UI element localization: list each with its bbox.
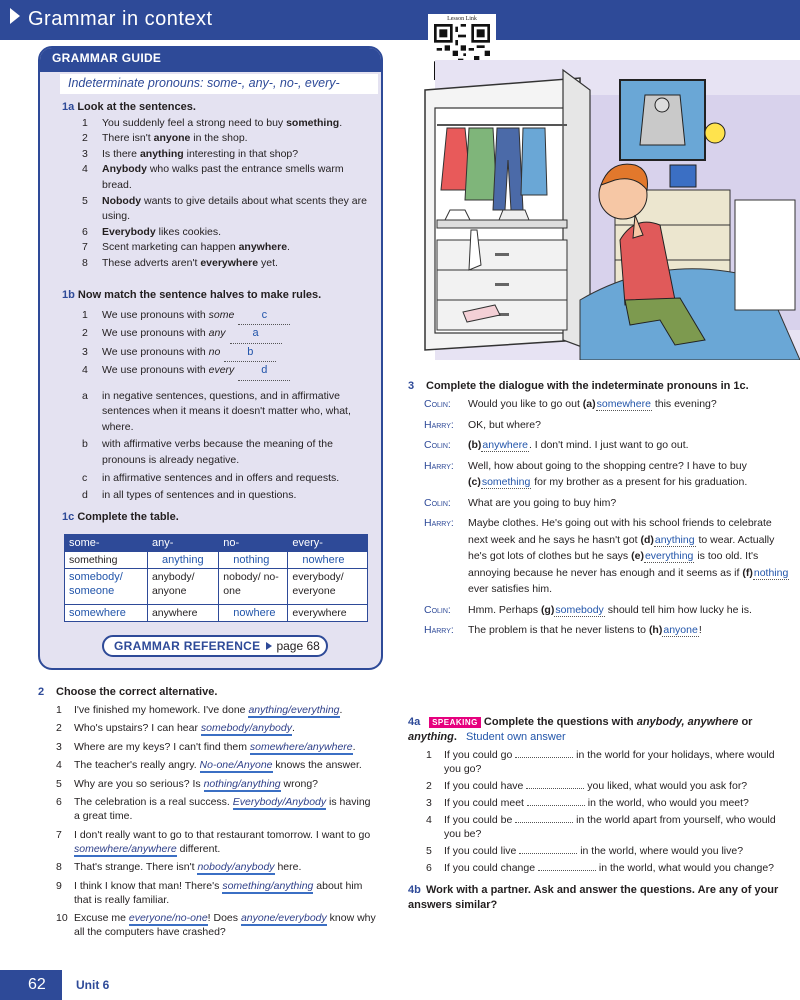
item-number: 2 xyxy=(56,722,62,734)
item-text: you liked, what would you ask for? xyxy=(584,780,748,792)
item-number: 3 xyxy=(82,147,88,160)
item-number: 10 xyxy=(56,912,68,924)
item-text: That's strange. There isn't xyxy=(74,861,198,873)
answer-blank[interactable]: d xyxy=(238,362,290,381)
item-text: in the world apart from yourself, who would you be? xyxy=(444,814,776,840)
answer-blank[interactable]: b xyxy=(224,344,276,363)
rule-item xyxy=(62,488,372,504)
choice-option[interactable]: No-one/Anyone xyxy=(199,759,273,771)
choice-option[interactable]: anything/everything xyxy=(248,703,340,716)
line-text: Well, how about going to the shopping centre? I have to buy xyxy=(468,459,747,472)
section-title-text: Grammar in context xyxy=(28,8,213,30)
list-item xyxy=(408,813,793,841)
answer-blank[interactable] xyxy=(527,805,585,806)
list-item xyxy=(62,131,372,147)
item-text: I've finished my homework. I've done xyxy=(74,703,249,716)
table-cell: something xyxy=(65,552,148,569)
dialogue-line xyxy=(408,495,793,512)
dialogue-line xyxy=(408,515,793,598)
exercise-4a-heading: 4a SPEAKING Complete the questions with anybody, anywhere or anything. Student own answer xyxy=(408,716,753,743)
speaker-name: Colin: xyxy=(424,398,451,410)
item-text: I don't really want to go to that restaurant tomorrow. I want to go xyxy=(74,828,371,841)
item-text: There isn't xyxy=(102,132,154,145)
table-cell: everybody/ everyone xyxy=(288,569,368,605)
answer-blank[interactable]: nothing xyxy=(753,566,789,579)
item-text: These adverts aren't xyxy=(102,256,201,269)
item-bold-pronoun: Nobody xyxy=(102,194,142,207)
item-number: 8 xyxy=(82,256,88,269)
item-number: 3 xyxy=(82,345,88,358)
list-item xyxy=(38,703,378,717)
answer-blank[interactable] xyxy=(538,870,596,871)
speaker-name: Harry: xyxy=(424,624,454,636)
item-text: wants to give details about what scents they are using. xyxy=(102,194,367,223)
table-cell-answer[interactable]: somewhere xyxy=(65,605,148,622)
item-number: 1 xyxy=(426,749,432,761)
list-item xyxy=(408,861,793,875)
item-text: different. xyxy=(176,842,221,855)
item-text: yet. xyxy=(258,256,278,269)
item-text: here. xyxy=(274,861,302,873)
exercise-1a-heading: 1a Look at the sentences. xyxy=(62,101,196,113)
item-number: 1 xyxy=(82,308,88,321)
line-text: Hmm. Perhaps xyxy=(468,603,541,616)
answer-blank[interactable]: anywhere xyxy=(482,439,528,451)
item-number: 6 xyxy=(56,796,62,808)
item-text: If you could live xyxy=(444,845,520,857)
choice-option[interactable]: nothing/anything xyxy=(203,777,281,790)
item-word: some xyxy=(208,308,235,321)
item-number: 5 xyxy=(56,777,62,790)
answer-blank[interactable]: somewhere xyxy=(596,398,651,410)
table-row xyxy=(65,605,368,622)
item-text: in the world for your holidays, where would you go? xyxy=(444,749,775,775)
item-number: 2 xyxy=(426,780,432,792)
table-cell-answer[interactable]: anything xyxy=(147,552,218,569)
item-bold-pronoun: anyone xyxy=(153,132,191,145)
speaker-name: Harry: xyxy=(424,517,454,529)
list-item xyxy=(38,828,378,856)
list-item xyxy=(38,721,378,735)
item-number: 4 xyxy=(82,364,88,377)
page-footer xyxy=(0,970,800,1000)
pronoun-table xyxy=(64,534,368,622)
answer-blank[interactable] xyxy=(515,822,573,823)
dialogue-line xyxy=(408,396,793,413)
grammar-guide-subtitle: Indeterminate pronouns: some-, any-, no-, every- xyxy=(60,74,378,94)
answer-blank[interactable]: anyone xyxy=(663,624,698,636)
list-item xyxy=(62,362,372,381)
item-text: in the world, where would you live? xyxy=(577,845,744,857)
item-number: 8 xyxy=(56,861,62,873)
exercise-3-heading: 3 Complete the dialogue with the indeterminate pronouns in 1c. xyxy=(408,380,749,392)
line-text: for my brother as a present for his graduation. xyxy=(531,476,748,488)
item-bold-pronoun: anything xyxy=(139,147,184,160)
exercise-1b-list xyxy=(62,307,372,381)
answer-blank[interactable]: everything xyxy=(644,550,694,562)
item-number: 3 xyxy=(56,740,62,753)
arrow-right-icon xyxy=(266,642,272,650)
answer-blank[interactable] xyxy=(519,853,577,854)
list-item xyxy=(62,325,372,344)
item-text: Is there xyxy=(102,147,140,160)
item-text: . xyxy=(291,722,295,734)
item-bold-pronoun: Anybody xyxy=(102,163,147,176)
grammar-reference-link[interactable]: GRAMMAR REFERENCE page 68 xyxy=(102,635,328,657)
qr-label: Lesson Link xyxy=(447,16,477,22)
item-number: 7 xyxy=(56,828,62,841)
table-cell-answer[interactable]: nothing xyxy=(219,552,288,569)
item-text: If you could be xyxy=(444,814,516,826)
blank-label: (g) xyxy=(540,603,555,616)
exercise-2-heading: 2 Choose the correct alternative. xyxy=(38,686,218,698)
list-item xyxy=(62,256,372,272)
exercise-1a xyxy=(62,100,372,272)
item-text: knows the answer. xyxy=(272,759,362,771)
exercise-1a-list xyxy=(62,116,372,272)
item-text: in the shop. xyxy=(190,132,248,145)
blank-label: (b) xyxy=(468,439,482,451)
line-text: Would you like to go out xyxy=(468,398,583,410)
item-text: in the world, who would you meet? xyxy=(584,797,749,809)
answer-blank[interactable]: c xyxy=(238,307,290,326)
list-item xyxy=(38,860,378,874)
item-number: 4 xyxy=(56,759,62,771)
blank-label: (h) xyxy=(648,624,663,636)
choice-option[interactable]: somewhere/anywhere xyxy=(249,740,353,753)
exercise-4b-heading: 4b Work with a partner. Ask and answer the questions. Are any of your answers similar? xyxy=(408,884,779,911)
list-item xyxy=(62,307,372,326)
answer-blank[interactable]: a xyxy=(230,325,282,344)
exercise-1b-rules xyxy=(62,389,372,504)
unit-label: Unit 6 xyxy=(76,978,110,992)
dialogue-line xyxy=(408,417,793,434)
page-header xyxy=(0,0,800,40)
item-number: 4 xyxy=(426,814,432,826)
item-word: no xyxy=(208,345,221,358)
choice-option[interactable]: somebody/anybody xyxy=(200,722,292,734)
table-cell: everywhere xyxy=(288,605,368,622)
item-text: in the world, what would you change? xyxy=(595,862,775,874)
line-text: this evening? xyxy=(651,398,717,410)
item-number: 1 xyxy=(82,116,88,129)
answer-blank[interactable] xyxy=(526,788,584,789)
item-number: 5 xyxy=(82,194,88,207)
blank-label: (a) xyxy=(582,398,596,410)
item-text: who walks past the entrance smells warm bread. xyxy=(102,163,344,191)
item-number: 7 xyxy=(82,241,88,254)
rule-text: in negative sentences, questions, and in affirmative sentences when it means it doesn't matter who, what, where. xyxy=(102,389,351,433)
item-text: If you could have xyxy=(444,780,527,792)
table-row xyxy=(65,552,368,569)
grammar-guide-panel xyxy=(38,46,383,670)
rule-text: in all types of sentences and in questions. xyxy=(102,489,297,502)
exercise-1b xyxy=(62,288,372,504)
item-text: If you could meet xyxy=(444,797,527,809)
list-item xyxy=(38,740,378,754)
list-item xyxy=(408,779,793,793)
speaker-name: Harry: xyxy=(424,459,454,472)
grammar-guide-title: GRAMMAR GUIDE xyxy=(40,48,381,72)
list-item xyxy=(38,777,378,791)
list-item xyxy=(408,796,793,810)
item-number: 1 xyxy=(56,703,62,716)
item-bold-pronoun: anywhere xyxy=(238,241,288,254)
item-text: likes cookies. xyxy=(155,225,222,238)
table-cell-answer[interactable]: somebody/ someone xyxy=(65,569,148,605)
line-text: Maybe clothes. He's going out with his school friends to celebrate next week and he says he hasn't got xyxy=(468,517,772,546)
item-number: 4 xyxy=(82,163,88,176)
rule-letter: c xyxy=(82,471,88,484)
list-item xyxy=(62,147,372,163)
handwritten-note: Student own answer xyxy=(465,731,566,743)
table-header: no- xyxy=(219,535,288,552)
list-item xyxy=(62,194,372,225)
list-item xyxy=(38,879,378,907)
exercise-4a-list xyxy=(408,748,793,875)
line-text: is too old. It's annoying because he never has enough and it seems as if xyxy=(468,550,759,579)
list-item xyxy=(62,162,372,193)
bedroom-illustration xyxy=(405,50,800,360)
list-item xyxy=(62,116,372,132)
table-header: every- xyxy=(288,535,368,552)
item-number: 2 xyxy=(82,327,88,340)
blank-label: (e) xyxy=(631,550,644,562)
speaking-badge: SPEAKING xyxy=(429,717,481,728)
item-text: Why are you so serious? Is xyxy=(74,777,204,790)
exercise-1c-heading: 1c Complete the table. xyxy=(62,511,179,523)
dialogue-line xyxy=(408,602,793,619)
item-bold-pronoun: Everybody xyxy=(102,225,156,238)
item-text: The teacher's really angry. xyxy=(74,759,200,771)
exercise-2-list xyxy=(38,703,378,940)
item-text: If you could change xyxy=(444,862,538,874)
line-text: . I don't mind. I just want to go out. xyxy=(528,439,689,451)
choice-option[interactable]: something/anything xyxy=(222,879,314,892)
item-text: . xyxy=(339,703,343,716)
line-text: to wear. Actually he's got lots of clothes but he says xyxy=(468,533,775,562)
item-text: ! Does xyxy=(207,912,241,924)
item-text: . xyxy=(352,740,356,753)
dialogue-line xyxy=(408,437,793,454)
item-number: 5 xyxy=(426,845,432,857)
list-item xyxy=(62,240,372,256)
table-header: any- xyxy=(147,535,218,552)
rule-item xyxy=(62,389,372,436)
line-text: ! xyxy=(698,624,702,636)
list-item xyxy=(38,911,378,939)
item-word: any xyxy=(208,327,226,340)
exercise-2 xyxy=(38,686,378,939)
list-item xyxy=(62,225,372,241)
rule-item xyxy=(62,437,372,468)
page-number: 62 xyxy=(0,970,62,1000)
exercise-1b-heading: 1b Now match the sentence halves to make rules. xyxy=(62,289,322,301)
item-text: Scent marketing can happen xyxy=(102,241,239,254)
triangle-icon xyxy=(10,8,20,24)
item-text: about him that is really familiar. xyxy=(74,879,363,906)
exercise-4 xyxy=(408,715,793,913)
table-row xyxy=(65,569,368,605)
item-number: 3 xyxy=(426,797,432,809)
item-number: 9 xyxy=(56,879,62,892)
speaker-name: Colin: xyxy=(424,496,451,509)
item-text: know why all the computers have crashed? xyxy=(74,912,376,938)
choice-option[interactable]: nobody/anybody xyxy=(197,861,275,873)
item-text: We use pronouns with xyxy=(102,364,209,377)
item-text: You suddenly feel a strong need to buy xyxy=(102,116,287,129)
list-item xyxy=(408,748,793,776)
table-cell: anybody/ anyone xyxy=(147,569,218,605)
item-text: We use pronouns with xyxy=(102,345,209,358)
item-text: I think I know that man! There's xyxy=(74,879,223,892)
dialogue-line xyxy=(408,622,793,639)
line-text: ever satisfies him. xyxy=(468,583,553,595)
item-text: We use pronouns with xyxy=(102,308,209,321)
line-text: OK, but where? xyxy=(468,418,541,431)
item-text: If you could go xyxy=(444,749,516,761)
choice-option[interactable]: somewhere/anywhere xyxy=(74,842,177,855)
answer-blank[interactable]: anything xyxy=(654,533,695,546)
table-cell-answer[interactable]: nowhere xyxy=(219,605,288,622)
item-bold-pronoun: everywhere xyxy=(200,256,259,269)
blank-label: (c) xyxy=(468,476,481,488)
blank-label: (f) xyxy=(742,566,753,579)
speaker-name: Harry: xyxy=(424,418,454,431)
rule-text: in affirmative sentences and in offers and requests. xyxy=(102,471,340,484)
item-text: is having a great time. xyxy=(74,796,371,822)
dialogue-line xyxy=(408,458,793,491)
item-text: The celebration is a real success. xyxy=(74,796,233,808)
item-text: wrong? xyxy=(280,777,318,790)
choice-option[interactable]: everyone/no-one xyxy=(128,912,208,924)
speaker-name: Colin: xyxy=(424,603,451,616)
speaker-name: Colin: xyxy=(424,439,451,451)
list-item xyxy=(408,844,793,858)
item-text: We use pronouns with xyxy=(102,327,209,340)
exercise-3 xyxy=(408,380,793,639)
table-header: some- xyxy=(65,535,148,552)
item-number: 2 xyxy=(82,132,88,145)
item-number: 6 xyxy=(426,862,432,874)
line-text: should tell him how lucky he is. xyxy=(604,603,752,616)
choice-option[interactable]: anyone/everybody xyxy=(240,912,327,924)
item-text: Where are my keys? I can't find them xyxy=(74,740,250,753)
answer-blank[interactable]: somebody xyxy=(555,603,604,616)
rule-letter: d xyxy=(82,489,88,502)
list-item xyxy=(38,758,378,772)
item-text: . xyxy=(339,116,343,129)
item-number: 6 xyxy=(82,225,88,238)
line-text: The problem is that he never listens to xyxy=(468,624,649,636)
section-title xyxy=(10,8,213,31)
item-text: Excuse me xyxy=(74,912,129,924)
table-cell-answer[interactable]: nowhere xyxy=(288,552,368,569)
item-text: . xyxy=(287,241,290,254)
item-text: Who's upstairs? I can hear xyxy=(74,722,201,734)
rule-text: with affirmative verbs because the meaning of the pronouns is already negative. xyxy=(102,438,333,466)
table-cell: nobody/ no-one xyxy=(219,569,288,605)
blank-label: (d) xyxy=(640,533,654,546)
item-bold-pronoun: something xyxy=(286,116,340,129)
table-cell: anywhere xyxy=(147,605,218,622)
line-text: What are you going to buy him? xyxy=(468,496,617,509)
item-text: interesting in that shop? xyxy=(183,147,299,160)
item-word: every xyxy=(208,364,235,377)
answer-blank[interactable] xyxy=(515,757,573,758)
rule-letter: a xyxy=(82,389,88,402)
list-item xyxy=(38,795,378,823)
rule-item xyxy=(62,471,372,487)
answer-blank[interactable]: something xyxy=(481,476,531,488)
choice-option[interactable]: Everybody/Anybody xyxy=(232,796,327,808)
dialogue xyxy=(408,396,793,639)
list-item xyxy=(62,344,372,363)
rule-letter: b xyxy=(82,438,88,451)
